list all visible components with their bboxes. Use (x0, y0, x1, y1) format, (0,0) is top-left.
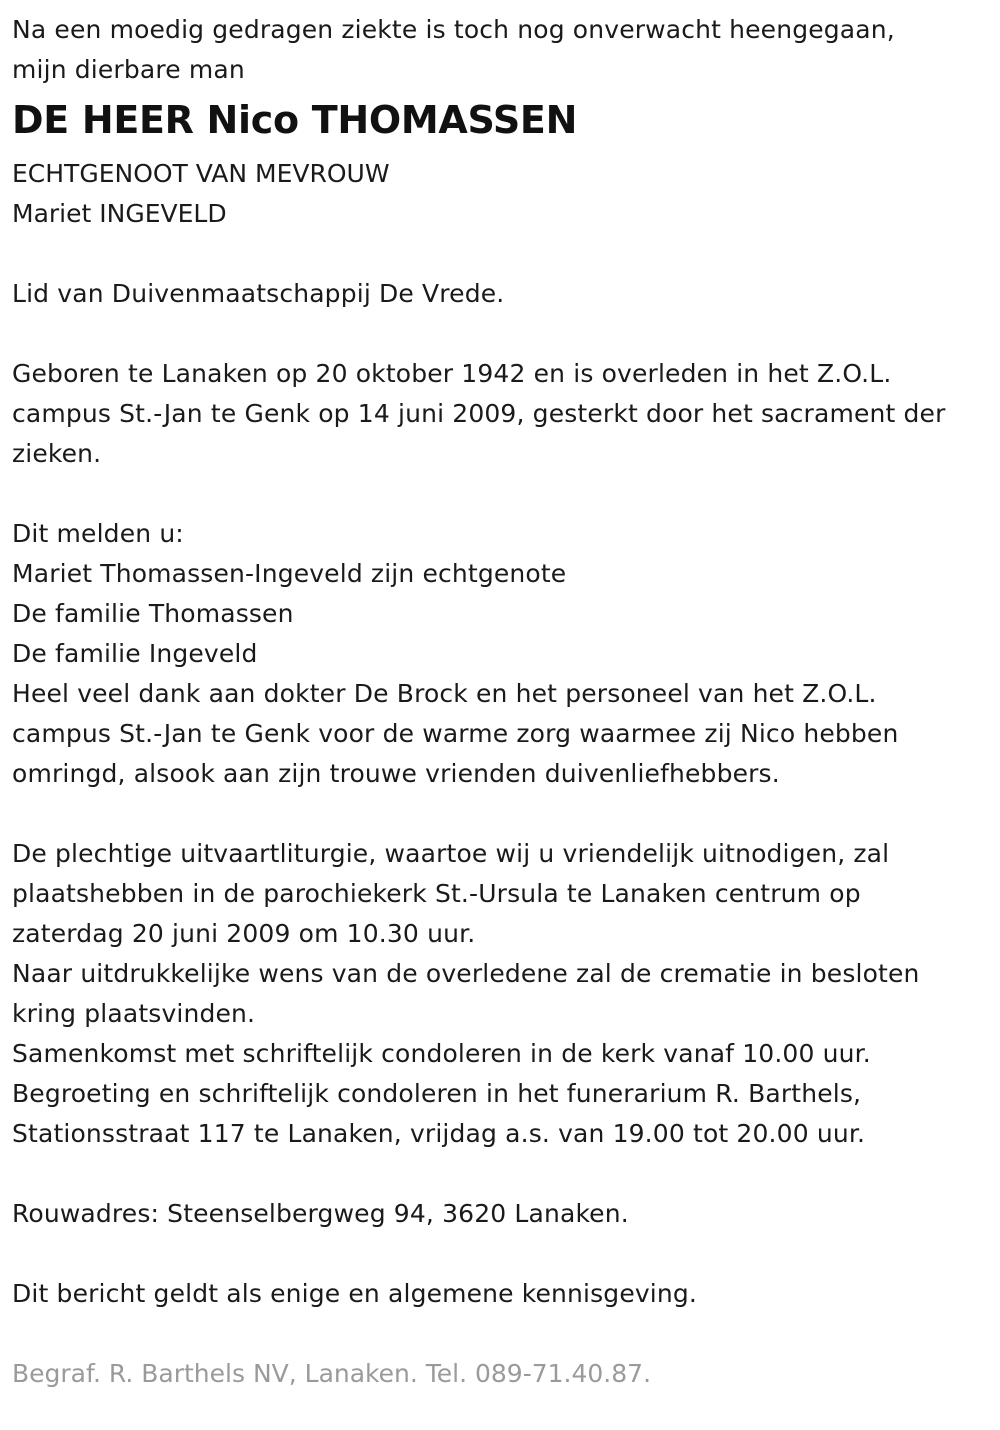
funeral-line: Samenkomst met schriftelijk condoleren in de kerk vanaf 10.00 uur. (12, 1039, 871, 1068)
spacer (12, 1234, 988, 1274)
membership-text: Lid van Duivenmaatschappij De Vrede. (12, 279, 505, 308)
spacer (12, 794, 988, 834)
spacer (12, 474, 988, 514)
spacer (12, 1154, 988, 1194)
funeral-line: De plechtige uitvaartliturgie, waartoe wij u vriendelijk uitnodigen, zal (12, 839, 890, 868)
funeral-line: plaatshebben in de parochiekerk St.-Ursula te Lanaken centrum op (12, 879, 861, 908)
intro-line: Na een moedig gedragen ziekte is toch nog onverwacht heengegaan, (12, 15, 895, 44)
funeral-line: kring plaatsvinden. (12, 999, 256, 1028)
deceased-name: DE HEER Nico THOMASSEN (12, 98, 578, 142)
funeral-line: Begroeting en schriftelijk condoleren in het funerarium R. Barthels, (12, 1079, 862, 1108)
announcer-line: De familie Thomassen (12, 599, 294, 628)
funeral-section (12, 834, 988, 1154)
spacer (12, 234, 988, 274)
funeral-home-footer: Begraf. R. Barthels NV, Lanaken. Tel. 089-71.40.87. (12, 1359, 652, 1388)
birth-death-line: Geboren te Lanaken op 20 oktober 1942 en is overleden in het Z.O.L. (12, 359, 892, 388)
funeral-line: Naar uitdrukkelijke wens van de overledene zal de crematie in besloten (12, 959, 920, 988)
notice-text: Dit bericht geldt als enige en algemene kennisgeving. (12, 1279, 698, 1308)
announcer-line: Dit melden u: (12, 519, 184, 548)
thanks-line: omringd, alsook aan zijn trouwe vrienden duivenliefhebbers. (12, 759, 780, 788)
announcer-line: Mariet Thomassen-Ingeveld zijn echtgenote (12, 559, 567, 588)
birth-death-section (12, 354, 988, 474)
funeral-line: zaterdag 20 juni 2009 om 10.30 uur. (12, 919, 476, 948)
announcer-line: De familie Ingeveld (12, 639, 258, 668)
spouse-title: ECHTGENOOT VAN MEVROUW (12, 159, 390, 188)
birth-death-line: zieken. (12, 439, 102, 468)
mourning-address: Rouwadres: Steenselbergweg 94, 3620 Lanaken. (12, 1199, 629, 1228)
funeral-line: Stationsstraat 117 te Lanaken, vrijdag a.s. van 19.00 tot 20.00 uur. (12, 1119, 866, 1148)
spouse-name: Mariet INGEVELD (12, 199, 227, 228)
thanks-line: campus St.-Jan te Genk voor de warme zorg waarmee zij Nico hebben (12, 719, 899, 748)
birth-death-line: campus St.-Jan te Genk op 14 juni 2009, gesterkt door het sacrament der (12, 399, 946, 428)
spacer (12, 1314, 988, 1354)
intro-line: mijn dierbare man (12, 55, 245, 84)
announcers-section (12, 514, 988, 794)
thanks-line: Heel veel dank aan dokter De Brock en het personeel van het Z.O.L. (12, 679, 877, 708)
intro-section (12, 10, 988, 90)
spacer (12, 314, 988, 354)
